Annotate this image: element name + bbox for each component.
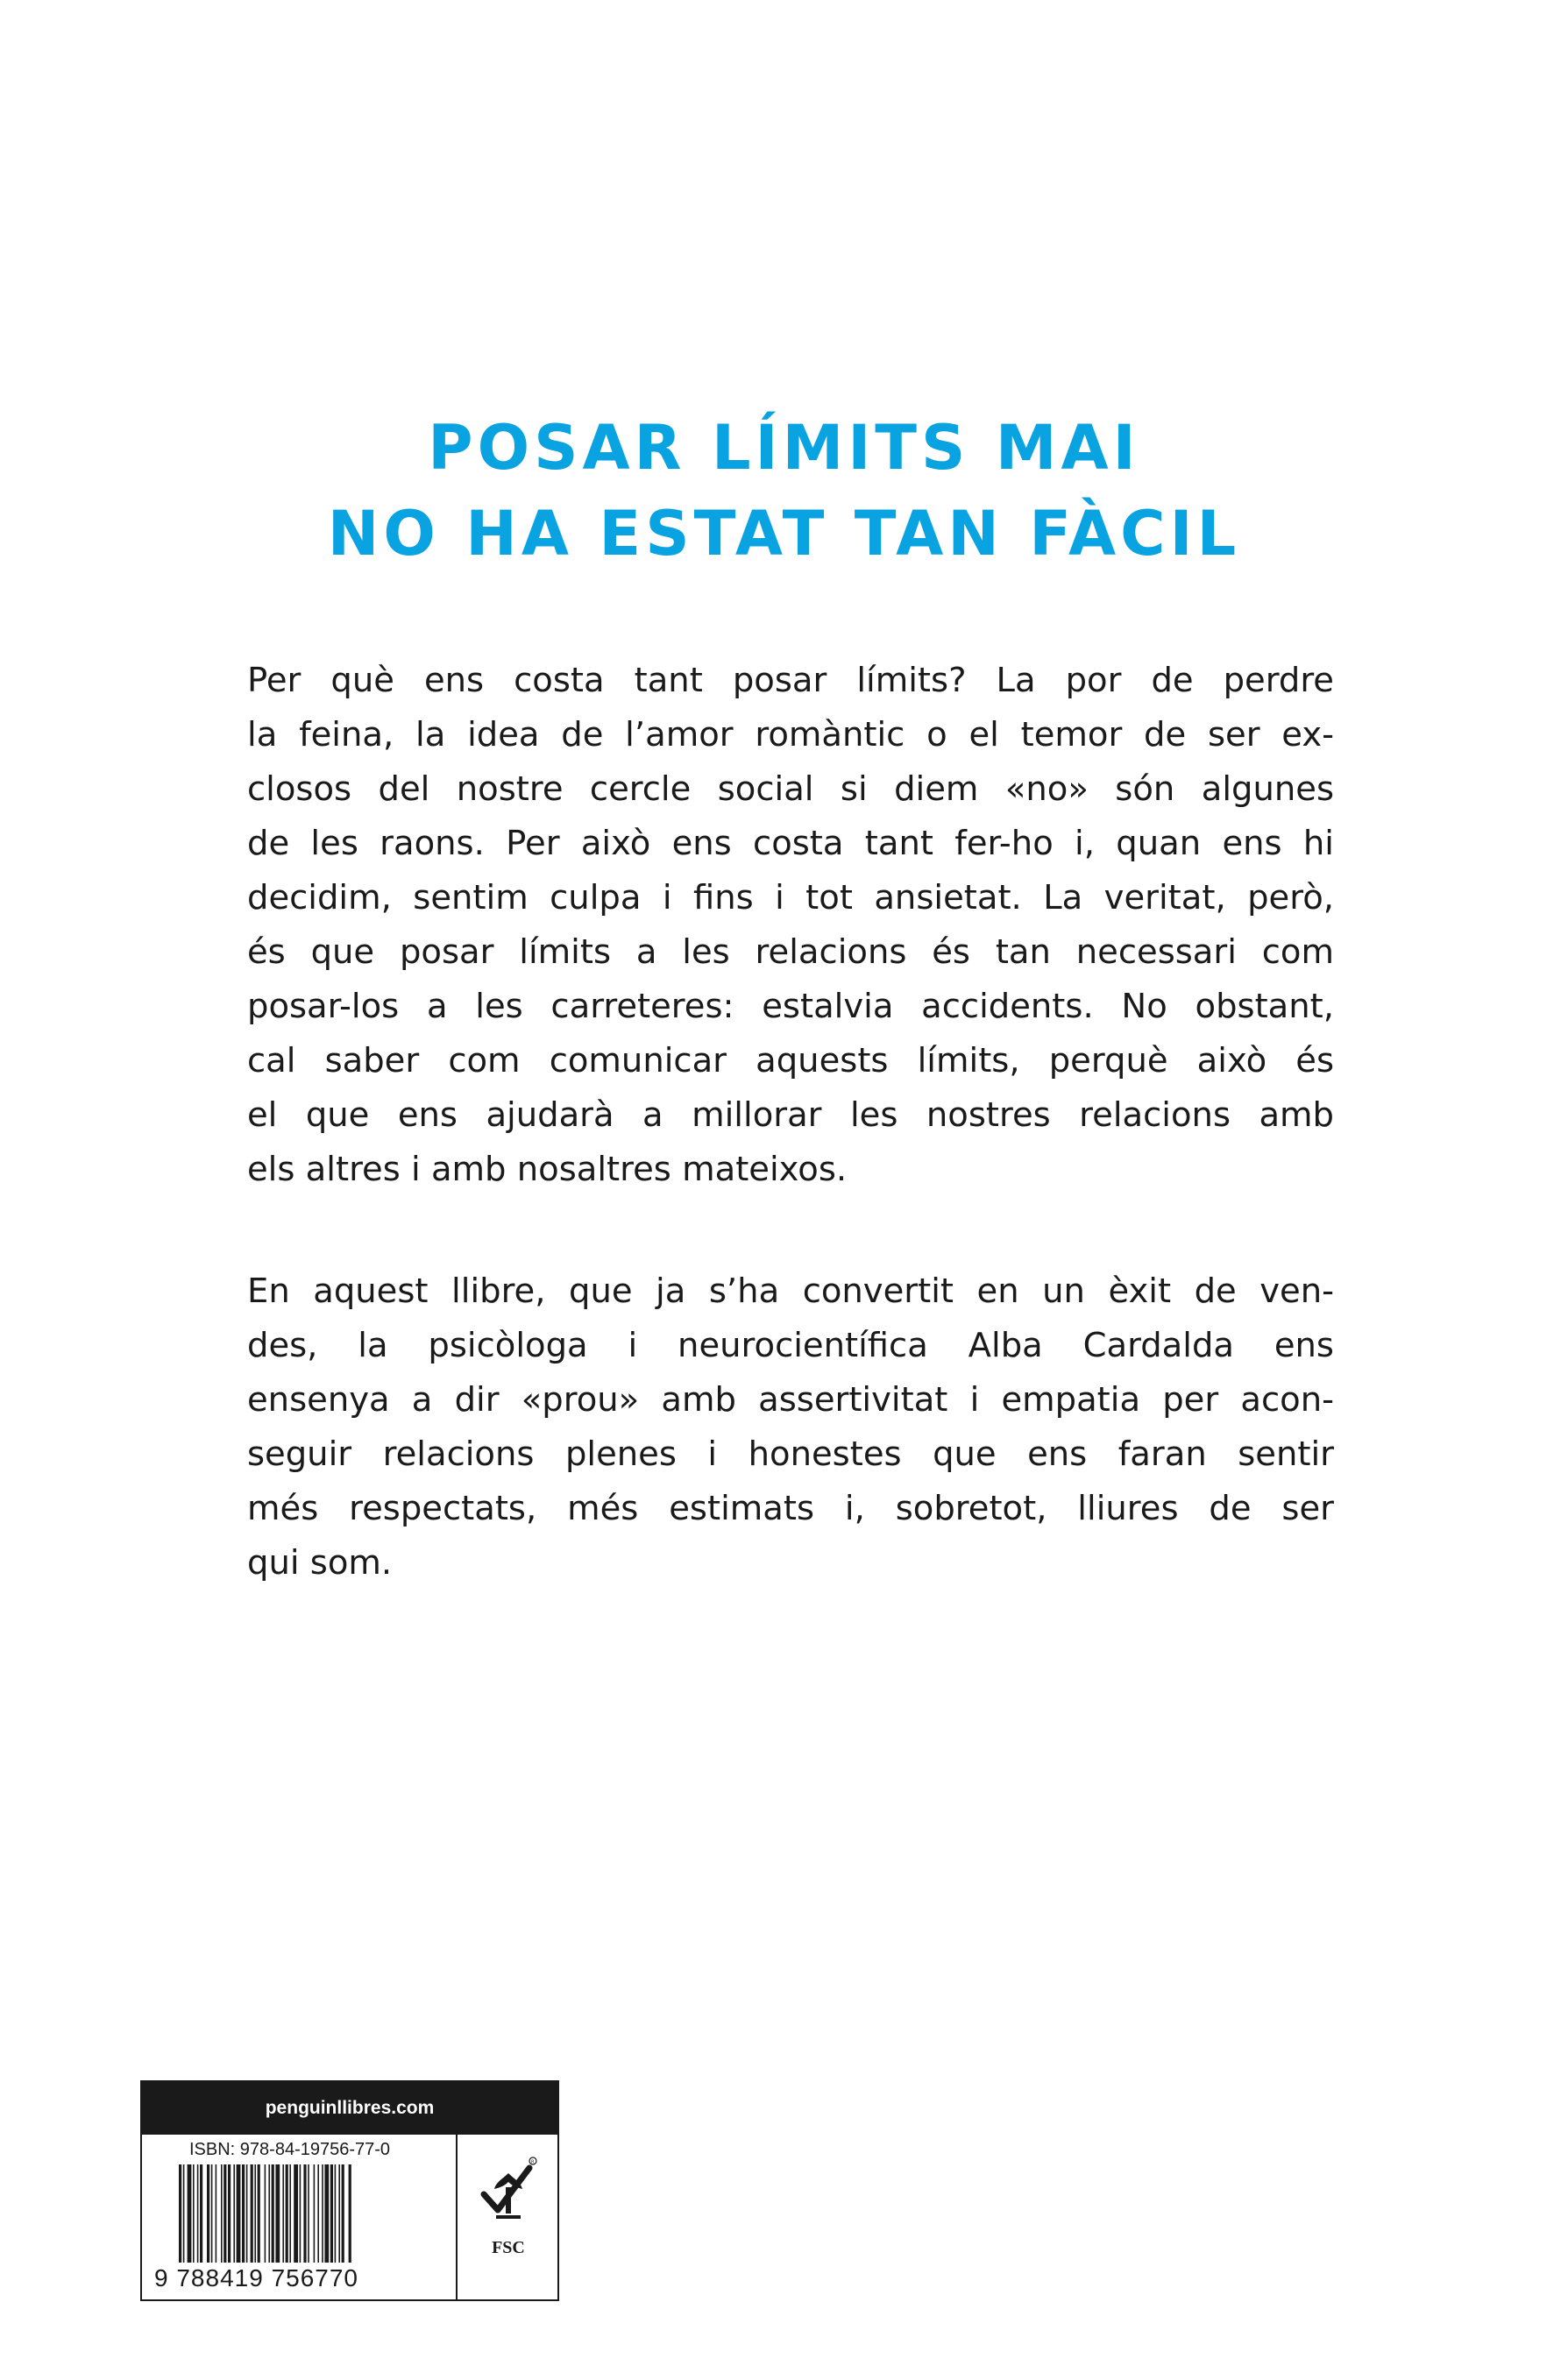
barcode-bar	[314, 2164, 316, 2263]
headline-line-2: NO HA ESTAT TAN FÀCIL	[327, 498, 1241, 570]
blurb-line: seguir relacions plenes i honestes que ens faran sentir	[247, 1434, 1334, 1474]
barcode-bar	[324, 2164, 329, 2263]
blurb-line: closos del nostre cercle social si diem «no» són algunes	[247, 769, 1334, 809]
barcode-digits: 9 788419 756770	[154, 2264, 358, 2291]
barcode-bar	[258, 2164, 260, 2263]
barcode-bar	[300, 2164, 302, 2263]
barcode-bar	[237, 2164, 241, 2263]
barcode-bar	[223, 2164, 226, 2263]
headline	[0, 405, 1568, 577]
barcode-bar	[338, 2164, 340, 2263]
barcode-bar	[294, 2164, 298, 2263]
barcode-bar	[183, 2164, 185, 2263]
blurb-line: més respectats, més estimats i, sobretot, lliures de ser	[247, 1489, 1334, 1528]
svg-text:R: R	[531, 2159, 535, 2165]
imprint-box	[140, 2080, 559, 2301]
barcode-bar	[233, 2164, 235, 2263]
barcode-bar	[317, 2164, 319, 2263]
blurb-line: cal saber com comunicar aquests límits, perquè això és	[247, 1041, 1334, 1080]
barcode-icon	[179, 2164, 421, 2263]
barcode-bar	[188, 2164, 192, 2263]
blurb-line: la feina, la idea de l’amor romàntic o el temor de ser ex-	[247, 715, 1334, 754]
blurb-line: de les raons. Per això ens costa tant fer-ho i, quan ens hi	[247, 824, 1334, 863]
barcode-bar	[179, 2164, 181, 2263]
barcode-bar	[265, 2164, 266, 2263]
barcode-bar	[335, 2164, 337, 2263]
barcode-bar	[289, 2164, 291, 2263]
fsc-area	[458, 2135, 559, 2301]
blurb-line: els altres i amb nosaltres mateixos.	[247, 1150, 848, 1189]
barcode-bar	[221, 2164, 223, 2263]
barcode-bar	[349, 2164, 351, 2263]
barcode-bar	[282, 2164, 284, 2263]
barcode-bar	[242, 2164, 245, 2263]
blurb-line: el que ens ajudarà a millorar les nostres relacions amb	[247, 1095, 1334, 1135]
barcode-bar	[228, 2164, 231, 2263]
blurb-line: és que posar límits a les relacions és tan necessari com	[247, 932, 1334, 972]
blurb-line: qui som.	[247, 1543, 393, 1583]
barcode-bar	[275, 2164, 280, 2263]
fsc-label: FSC	[492, 2238, 525, 2257]
barcode-bar	[303, 2164, 306, 2263]
barcode-bar	[211, 2164, 213, 2263]
blurb-line: ensenya a dir «prou» amb assertivitat i empatia per acon-	[247, 1380, 1334, 1420]
blurb-line: Per què ens costa tant posar límits? La por de perdre	[247, 661, 1334, 700]
barcode-bar	[272, 2164, 274, 2263]
barcode-bar	[286, 2164, 288, 2263]
barcode-bar	[254, 2164, 256, 2263]
barcode-bar	[246, 2164, 248, 2263]
blurb-line: posar-los a les carreteres: estalvia accidents. No obstant,	[247, 987, 1334, 1026]
barcode-bar	[207, 2164, 209, 2263]
publisher-website[interactable]: penguinllibres.com	[142, 2082, 557, 2135]
fsc-tree-check-icon	[477, 2156, 540, 2235]
barcode-bar	[251, 2164, 253, 2263]
blurb-line: decidim, sentim culpa i fins i tot ansietat. La veritat, però,	[247, 878, 1334, 917]
barcode-area	[142, 2135, 458, 2301]
barcode-bar	[342, 2164, 344, 2263]
barcode-bar	[268, 2164, 270, 2263]
barcode-bar	[193, 2164, 195, 2263]
blurb-paragraph-1	[247, 654, 1334, 1197]
isbn-label: ISBN: 978-84-19756-77-0	[189, 2140, 391, 2159]
headline-line-1: POSAR LÍMITS MAI	[428, 412, 1140, 484]
barcode-bar	[308, 2164, 309, 2263]
blurb-paragraph-2	[247, 1264, 1334, 1590]
barcode-bar	[322, 2164, 323, 2263]
barcode-bar	[216, 2164, 217, 2263]
blurb-line: En aquest llibre, que ja s’ha convertit en un èxit de ven-	[247, 1271, 1334, 1311]
blurb-line: des, la psicòloga i neurocientífica Alba Cardalda ens	[247, 1326, 1334, 1365]
barcode-bar	[200, 2164, 202, 2263]
barcode-bar	[197, 2164, 199, 2263]
barcode-bar	[330, 2164, 333, 2263]
